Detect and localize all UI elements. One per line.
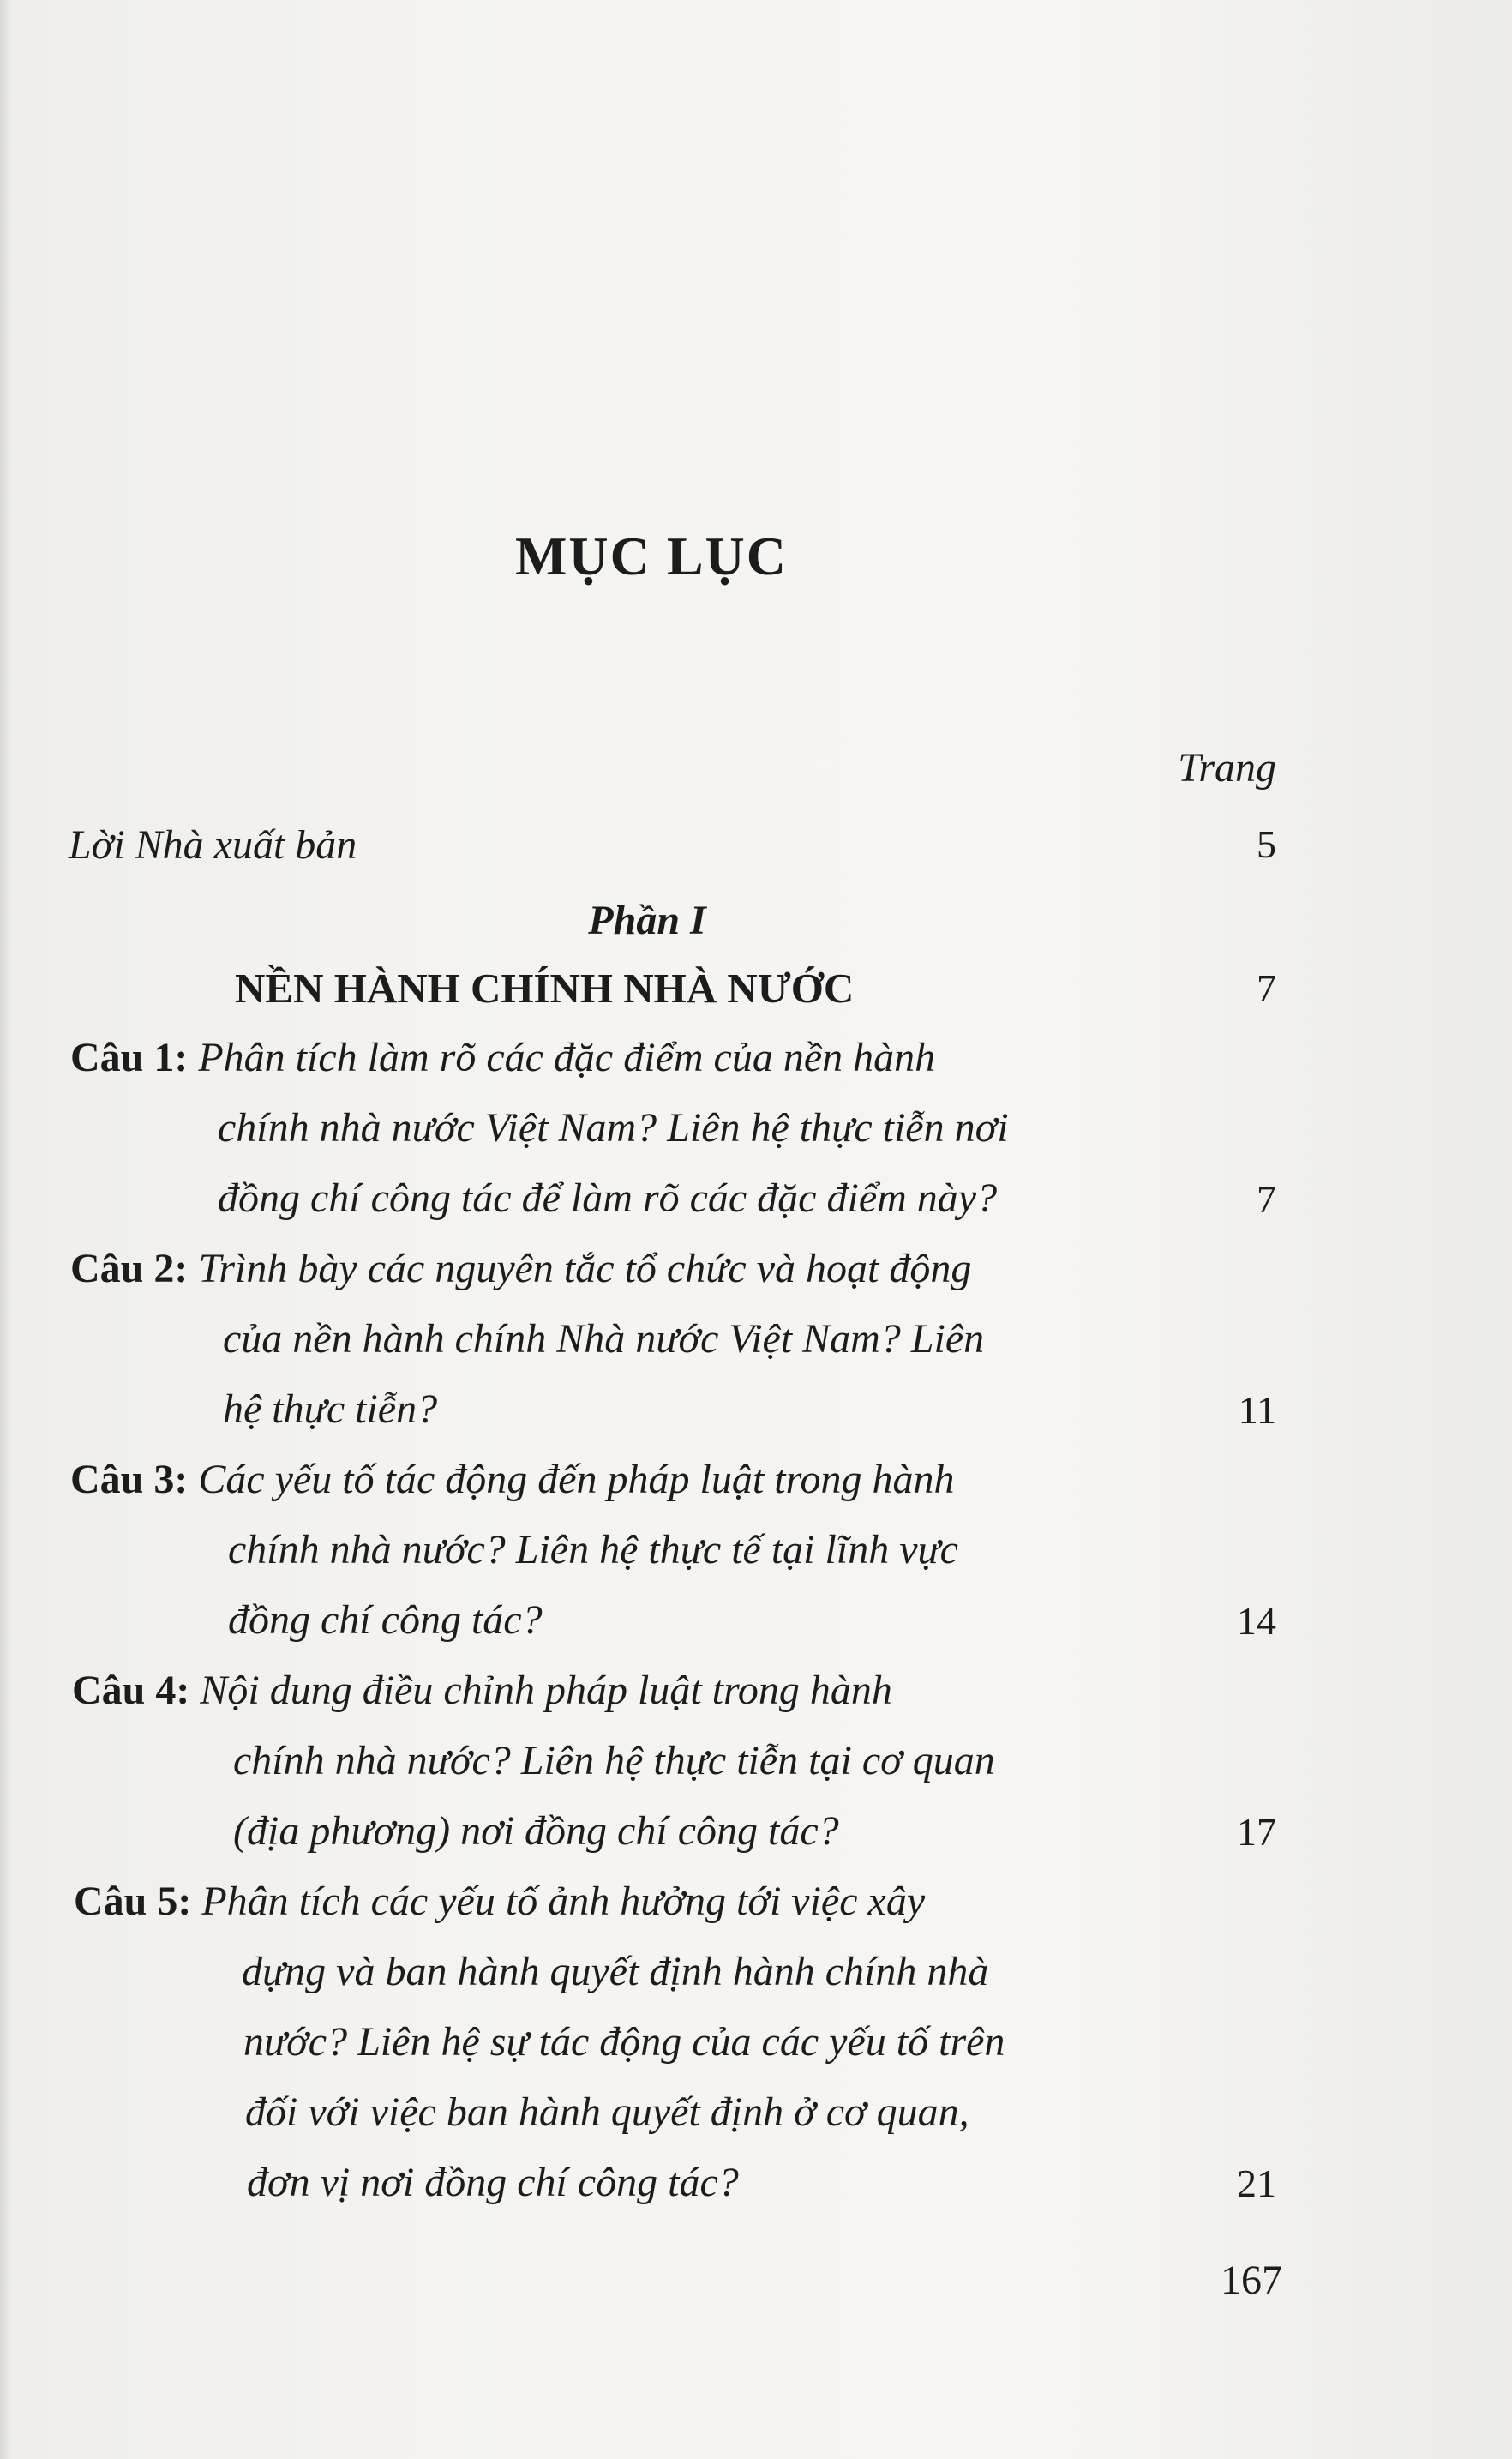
q5-text-line4: đối với việc ban hành quyết định ở cơ quan, <box>245 2089 969 2135</box>
q4-text-line3: (địa phương) nơi đồng chí công tác? <box>233 1808 839 1854</box>
page-edge-shadow <box>0 0 12 2459</box>
q2-text-line3: hệ thực tiễn? <box>223 1386 438 1432</box>
toc-entry-q5-line1 <box>74 1881 925 1922</box>
q1-label: Câu 1: <box>70 1035 189 1080</box>
preface-entry-page: 5 <box>1257 822 1276 866</box>
q3-label: Câu 3: <box>70 1457 189 1502</box>
q3-page: 14 <box>1237 1599 1276 1643</box>
preface-entry-text: Lời Nhà xuất bản <box>69 822 357 868</box>
toc-entry-q1-line1 <box>70 1037 935 1079</box>
q2-page: 11 <box>1238 1388 1276 1432</box>
part-title: NỀN HÀNH CHÍNH NHÀ NƯỚC <box>235 965 855 1012</box>
q2-label: Câu 2: <box>70 1246 189 1291</box>
part-page: 7 <box>1257 966 1276 1010</box>
q5-page: 21 <box>1237 2161 1276 2205</box>
toc-entry-q3-line1 <box>70 1459 954 1500</box>
q3-text-line3: đồng chí công tác? <box>228 1597 543 1643</box>
q5-text-line1: Phân tích các yếu tố ảnh hưởng tới việc xây <box>201 1879 926 1924</box>
q5-text-line3: nước? Liên hệ sự tác động của các yếu tố trên <box>243 2019 1005 2065</box>
q1-page: 7 <box>1257 1177 1276 1221</box>
q5-text-line2: dựng và ban hành quyết định hành chính nhà <box>242 1949 989 1994</box>
q1-text-line1: Phân tích làm rõ các đặc điểm của nền hành <box>198 1035 936 1080</box>
q4-page: 17 <box>1237 1810 1276 1854</box>
q2-text-line2: của nền hành chính Nhà nước Việt Nam? Liên <box>223 1316 985 1362</box>
q1-text-line2: chính nhà nước Việt Nam? Liên hệ thực tiễn nơi <box>218 1105 1009 1151</box>
q4-text-line1: Nội dung điều chỉnh pháp luật trong hành <box>200 1668 892 1713</box>
q5-text-line5: đơn vị nơi đồng chí công tác? <box>247 2160 739 2205</box>
q1-text-line3: đồng chí công tác để làm rõ các đặc điểm này? <box>218 1175 998 1221</box>
toc-entry-q2-line1 <box>70 1248 971 1290</box>
part-label: Phần I <box>588 898 706 943</box>
q3-text-line1: Các yếu tố tác động đến pháp luật trong hành <box>198 1457 955 1502</box>
q4-label: Câu 4: <box>72 1668 190 1713</box>
q4-text-line2: chính nhà nước? Liên hệ thực tiễn tại cơ quan <box>233 1738 995 1783</box>
q5-label: Câu 5: <box>74 1879 192 1924</box>
page-number: 167 <box>1221 2258 1282 2303</box>
toc-heading: MỤC LỤC <box>515 526 788 586</box>
q2-text-line1: Trình bày các nguyên tắc tổ chức và hoạt động <box>198 1246 972 1291</box>
q3-text-line2: chính nhà nước? Liên hệ thực tế tại lĩnh vực <box>228 1527 958 1572</box>
toc-entry-q4-line1 <box>72 1670 892 1711</box>
page-column-label: Trang <box>1178 745 1276 791</box>
